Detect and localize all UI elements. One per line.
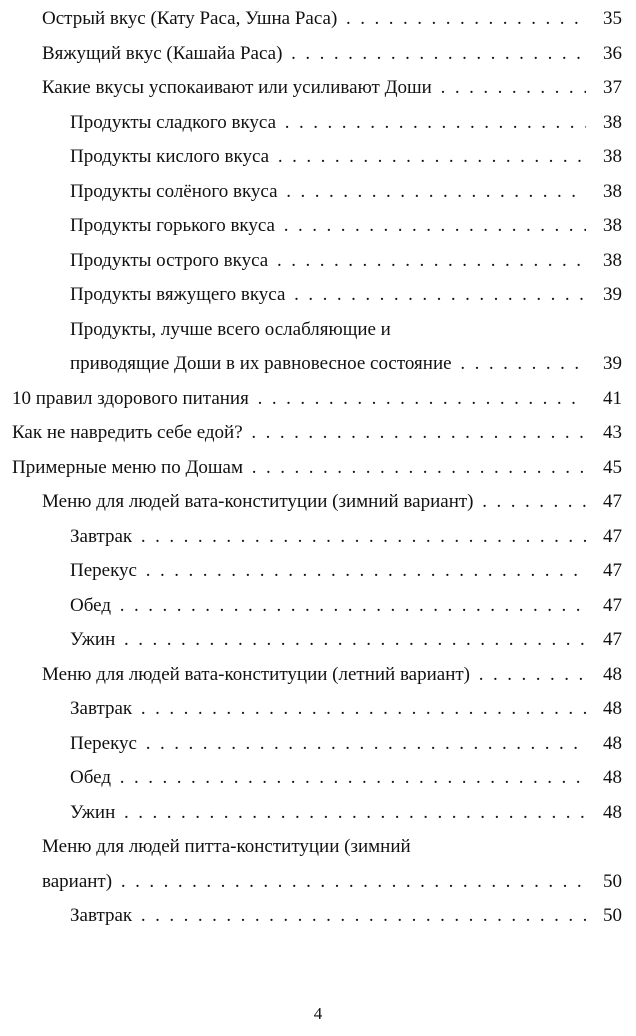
- toc-entry-title: Ужин: [70, 629, 116, 650]
- toc-entry[interactable]: [0, 37, 636, 72]
- toc-page-number: 38: [603, 180, 622, 202]
- dot-leader: [136, 899, 586, 933]
- toc-entry-line: [0, 451, 636, 486]
- toc-entry-title: Как не навредить себе едой?: [12, 422, 243, 443]
- toc-page-number: 38: [603, 215, 622, 236]
- toc-entry-line: [0, 313, 636, 348]
- toc-entry-line: [0, 589, 636, 624]
- toc-entry-title: Перекус: [70, 732, 137, 754]
- toc-entry-line: [0, 175, 636, 210]
- toc-page-number: 50: [603, 870, 622, 892]
- toc-entry-title: Продукты кислого вкуса: [70, 146, 270, 167]
- toc-entry[interactable]: [0, 106, 636, 141]
- toc-page-number: 39: [603, 353, 622, 374]
- page-number: 4: [313, 1004, 323, 1023]
- toc-entry-line: [0, 899, 636, 934]
- dot-leader: [116, 865, 586, 899]
- toc-page-number: 48: [603, 732, 622, 754]
- toc-entry-title: Продукты, лучше всего ослабляющие и: [70, 318, 391, 340]
- toc-entry-line: [0, 520, 636, 555]
- toc-entry-title: Примерные меню по Дошам: [12, 456, 243, 478]
- toc-entry-title: Обед: [70, 594, 111, 616]
- dot-leader: [289, 278, 586, 312]
- toc-entry-title: Завтрак: [70, 905, 133, 926]
- toc-page-number: 48: [603, 663, 622, 685]
- toc-page-number: 41: [603, 387, 622, 409]
- toc-entry[interactable]: [0, 175, 636, 210]
- dot-leader: [456, 347, 586, 381]
- toc-entry[interactable]: [0, 623, 636, 658]
- toc-entry[interactable]: [0, 899, 636, 934]
- toc-entry-title: Продукты острого вкуса: [70, 249, 269, 271]
- toc-entry-line: [0, 658, 636, 693]
- toc-entry-title: 10 правил здорового питания: [12, 387, 249, 409]
- dot-leader: [141, 554, 586, 588]
- toc-entry[interactable]: [0, 761, 636, 796]
- toc-entry-title: Острый вкус (Кату Раса, Ушна Раса): [42, 8, 338, 29]
- dot-leader: [478, 485, 587, 519]
- toc-entry[interactable]: [0, 71, 636, 106]
- dot-leader: [474, 658, 586, 692]
- dot-leader: [282, 175, 586, 209]
- toc-entry-line: [0, 347, 636, 382]
- toc-entry[interactable]: [0, 278, 636, 313]
- dot-leader: [341, 2, 586, 36]
- toc-entry-title: приводящие Доши в их равновесное состояние: [70, 353, 452, 374]
- toc-page-number: 47: [603, 629, 622, 650]
- toc-entry-line: [0, 416, 636, 451]
- toc-entry[interactable]: [0, 727, 636, 762]
- toc-page-number: 38: [603, 146, 622, 167]
- toc-entry-title: Ужин: [70, 801, 116, 823]
- dot-leader: [253, 382, 586, 416]
- toc-entry[interactable]: [0, 416, 636, 451]
- toc-entry-line: [0, 2, 636, 37]
- toc-entry[interactable]: [0, 382, 636, 417]
- dot-leader: [141, 727, 586, 761]
- toc-entry-title: Меню для людей питта-конституции (зимний: [42, 836, 411, 857]
- toc-entry[interactable]: [0, 451, 636, 486]
- toc-entry-line: [0, 830, 636, 865]
- toc-page-number: 47: [603, 594, 622, 616]
- toc-entry-title: Перекус: [70, 560, 137, 581]
- toc-page-number: 39: [603, 284, 622, 305]
- toc-entry[interactable]: [0, 796, 636, 831]
- toc-entry[interactable]: [0, 589, 636, 624]
- toc-page-number: 35: [603, 8, 622, 29]
- toc-entry[interactable]: [0, 658, 636, 693]
- toc-entry-title: Вяжущий вкус (Кашайа Раса): [42, 42, 283, 64]
- dot-leader: [136, 520, 586, 554]
- toc-entry[interactable]: [0, 2, 636, 37]
- dot-leader: [247, 451, 586, 485]
- toc-entry-line: [0, 244, 636, 279]
- dot-leader: [119, 623, 586, 657]
- toc-entry-line: [0, 140, 636, 175]
- toc-page-number: 47: [603, 491, 622, 512]
- toc-entry-title: Меню для людей вата-конституции (зимний вариант): [42, 491, 474, 512]
- toc-entry-line: [0, 727, 636, 762]
- toc-entry-line: [0, 71, 636, 106]
- toc-entry[interactable]: [0, 485, 636, 520]
- dot-leader: [286, 37, 586, 71]
- toc-entry[interactable]: [0, 520, 636, 555]
- toc-page-number: 37: [603, 77, 622, 98]
- toc-page-number: 48: [603, 767, 622, 788]
- toc-entry-line: [0, 382, 636, 417]
- toc-page-number: 45: [603, 456, 622, 478]
- toc-entry-title: Какие вкусы успокаивают или усиливают Доши: [42, 77, 432, 98]
- dot-leader: [247, 416, 586, 450]
- toc-entry[interactable]: [0, 313, 636, 382]
- toc-entry-title: вариант): [42, 870, 113, 892]
- dot-leader: [272, 244, 586, 278]
- toc-entry[interactable]: [0, 244, 636, 279]
- dot-leader: [280, 106, 586, 140]
- dot-leader: [273, 140, 586, 174]
- toc-entry[interactable]: [0, 140, 636, 175]
- dot-leader: [136, 692, 586, 726]
- toc-page-number: 47: [603, 560, 622, 581]
- toc-page-number: 38: [603, 249, 622, 271]
- dot-leader: [115, 761, 586, 795]
- toc-entry-title: Продукты солёного вкуса: [70, 180, 278, 202]
- toc-entry-title: Обед: [70, 767, 111, 788]
- toc-entry[interactable]: [0, 692, 636, 727]
- dot-leader: [436, 71, 586, 105]
- toc-entry-line: [0, 37, 636, 72]
- toc-entry-line: [0, 796, 636, 831]
- toc-page-number: 47: [603, 525, 622, 547]
- toc-entry-title: Продукты горького вкуса: [70, 215, 275, 236]
- dot-leader: [115, 589, 586, 623]
- toc-page-number: 48: [603, 801, 622, 823]
- toc-entry-line: [0, 554, 636, 589]
- toc-entry-title: Меню для людей вата-конституции (летний вариант): [42, 663, 471, 685]
- toc-entry-line: [0, 761, 636, 796]
- toc-page-number: 38: [603, 111, 622, 133]
- toc-entry-line: [0, 106, 636, 141]
- toc-entry-line: [0, 692, 636, 727]
- toc-page-number: 48: [603, 698, 622, 719]
- toc-entry[interactable]: [0, 209, 636, 244]
- toc-entry-line: [0, 209, 636, 244]
- toc-entry[interactable]: [0, 554, 636, 589]
- toc-entry-title: Завтрак: [70, 698, 133, 719]
- toc-page-number: 43: [603, 422, 622, 443]
- toc-entry-title: Продукты сладкого вкуса: [70, 111, 277, 133]
- toc-entry[interactable]: [0, 830, 636, 899]
- toc-page-number: 36: [603, 42, 622, 64]
- toc-entry-line: [0, 278, 636, 313]
- toc-page-number: 50: [603, 905, 622, 926]
- toc-entry-line: [0, 865, 636, 900]
- dot-leader: [279, 209, 586, 243]
- dot-leader: [119, 796, 586, 830]
- toc-entry-title: Завтрак: [70, 525, 133, 547]
- toc-entry-line: [0, 485, 636, 520]
- toc-entry-line: [0, 623, 636, 658]
- toc-entry-title: Продукты вяжущего вкуса: [70, 284, 286, 305]
